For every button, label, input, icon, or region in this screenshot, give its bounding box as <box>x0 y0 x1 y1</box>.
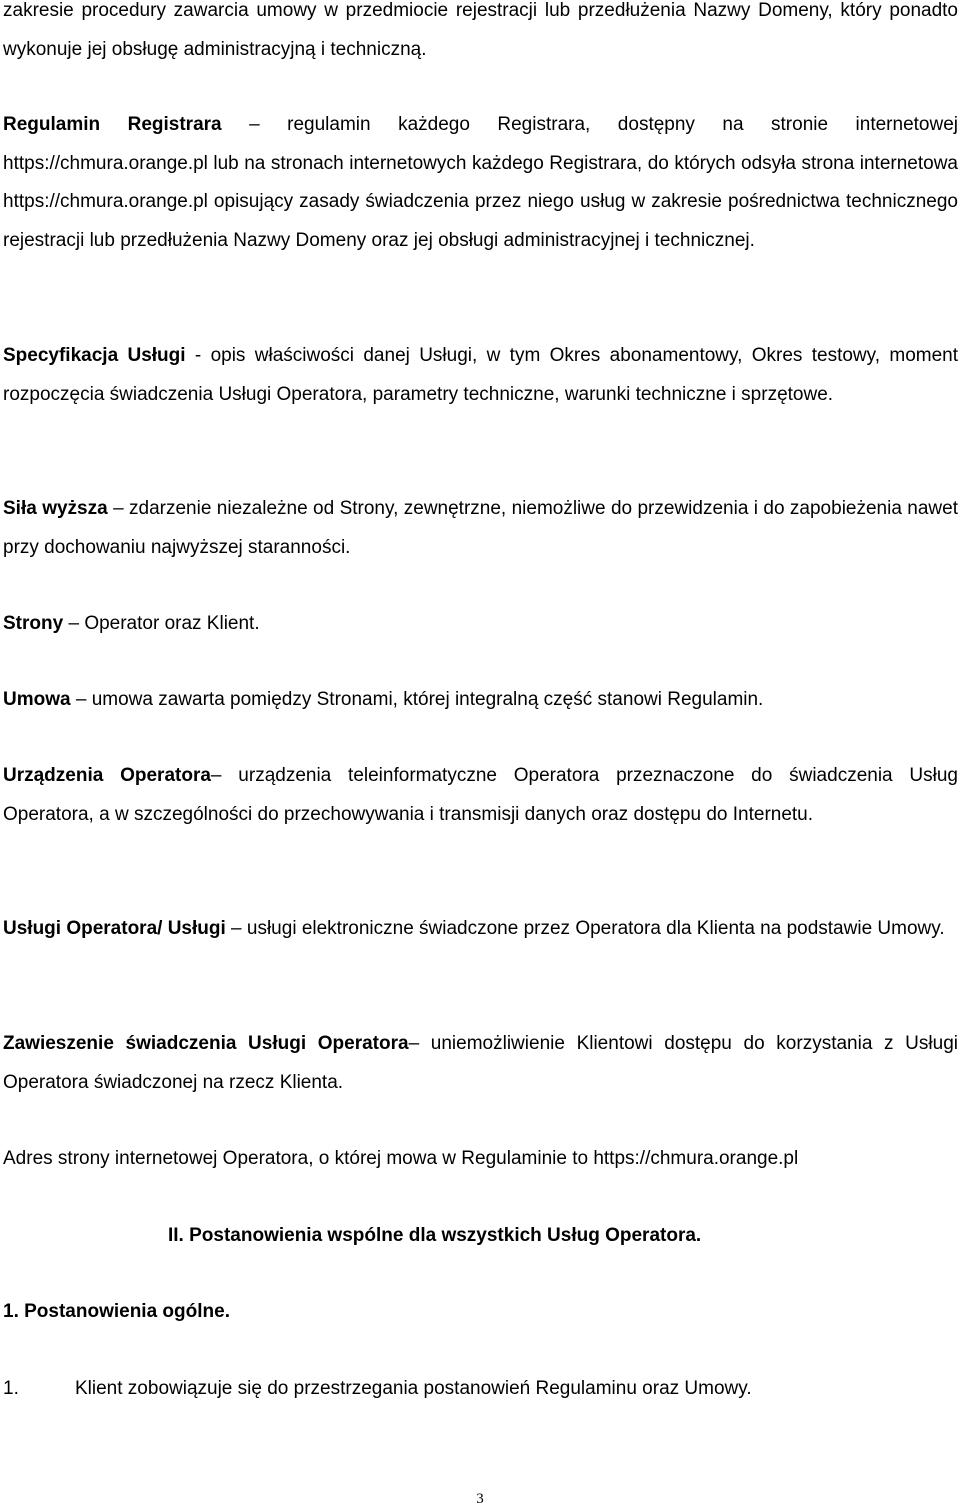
section-heading: II. Postanowienia wspólne dla wszystkich Usług Operatora. <box>168 1225 702 1246</box>
definition-separator: – <box>70 689 92 710</box>
definition-term: Siła wyższa <box>3 498 108 519</box>
definition-umowa <box>3 681 958 720</box>
definition-regulamin-registrara <box>3 106 958 260</box>
definition-text: opis właściwości danej Usługi, w tym Okres abonamentowy, Okres testowy, moment rozpoczęcia świadczenia Usługi Operatora, parametry techniczne, warunki techniczne i sprzętowe. <box>3 345 959 405</box>
definition-term: Umowa <box>3 689 71 710</box>
definition-text: urządzenia teleinformatyczne Operatora przeznaczone do świadczenia Usług Operatora, a w szczególności do przechowywania i transmisji danych oraz dostępu do Internetu. <box>3 765 958 825</box>
definition-term: Strony <box>3 613 64 634</box>
intro-paragraph <box>3 0 958 69</box>
definition-term: Zawieszenie świadczenia Usługi Operatora <box>3 1033 409 1054</box>
definition-specyfikacja-uslugi <box>3 337 958 414</box>
definition-term: Specyfikacja Usługi <box>3 345 186 366</box>
subsection-heading: 1. Postanowienia ogólne. <box>3 1301 230 1322</box>
address-paragraph <box>3 1140 958 1179</box>
definition-separator: – <box>107 498 130 519</box>
definition-sila-wyzsza <box>3 490 958 567</box>
definition-text: zdarzenie niezależne od Strony, zewnętrzne, niemożliwe do przewidzenia i do zapobieżenia nawet przy dochowaniu najwyższej staranności. <box>3 498 958 558</box>
address-text: Adres strony internetowej Operatora, o której mowa w Regulaminie to https://chmura.orange.pl <box>3 1148 799 1169</box>
definition-text: usługi elektroniczne świadczone przez Operatora dla Klienta na podstawie Umowy. <box>246 918 945 939</box>
page-number: 3 <box>476 1491 484 1507</box>
definition-separator: – <box>408 1033 431 1054</box>
list-item <box>3 1370 953 1408</box>
definition-separator: - <box>185 345 211 366</box>
definition-term: Usługi Operatora/ Usługi <box>3 918 226 939</box>
definition-strony <box>3 605 958 644</box>
definition-zawieszenie-swiadczenia <box>3 1025 958 1102</box>
definition-term: Urządzenia Operatora <box>3 765 211 786</box>
definition-separator: – <box>210 765 239 786</box>
definition-separator: – <box>225 918 247 939</box>
intro-text: zakresie procedury zawarcia umowy w przedmiocie rejestracji lub przedłużenia Nazwy Domeny, który ponadto wykonuje jej obsługę administracyjną i techniczną. <box>3 0 958 60</box>
definition-uslugi-operatora <box>3 910 958 949</box>
list-item-number: 1. <box>3 1378 19 1399</box>
list-item-text: Klient zobowiązuje się do przestrzegania postanowień Regulaminu oraz Umowy. <box>75 1378 752 1399</box>
definition-text: umowa zawarta pomiędzy Stronami, której integralną część stanowi Regulamin. <box>91 689 764 710</box>
definition-text: Operator oraz Klient. <box>84 613 260 634</box>
definition-term: Regulamin Registrara <box>3 114 222 135</box>
definition-separator: – <box>63 613 85 634</box>
definition-text: uniemożliwienie Klientowi dostępu do korzystania z Usługi Operatora świadczonej na rzecz Klienta. <box>3 1033 958 1093</box>
definition-text: regulamin każdego Registrara, dostępny na stronie internetowej https://chmura.orange.pl lub na stronach internetowych każdego Registrara, do których odsyła strona internetowa https://chmura.orange.pl opisujący zasady świadczenia przez niego usług w zakresie pośrednictwa technicznego rejestracji lub przedłużenia Nazwy Domeny oraz jej obsługi administracyjnej i technicznej. <box>3 114 958 251</box>
definition-separator: – <box>221 114 288 135</box>
definition-urzadzenia-operatora <box>3 757 958 834</box>
